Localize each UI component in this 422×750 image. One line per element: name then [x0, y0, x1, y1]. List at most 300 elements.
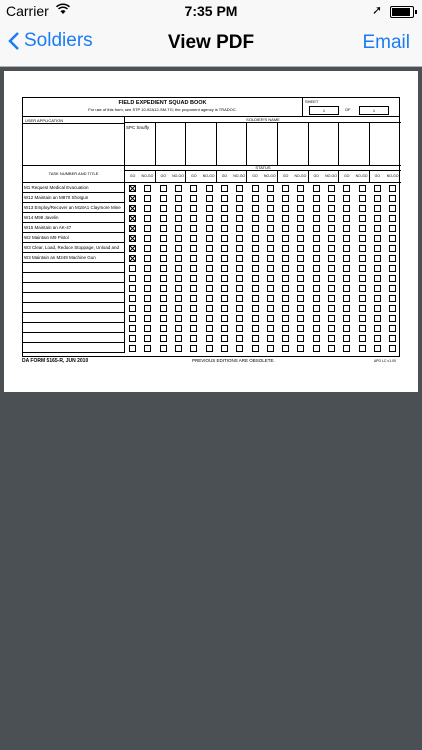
- nogo-checkbox[interactable]: [144, 205, 151, 212]
- nogo-checkbox[interactable]: [206, 295, 213, 302]
- go-checkbox[interactable]: [160, 185, 167, 192]
- go-checkbox[interactable]: [282, 315, 289, 322]
- go-checkbox[interactable]: [343, 285, 350, 292]
- go-checkbox[interactable]: [343, 315, 350, 322]
- go-checkbox[interactable]: [282, 205, 289, 212]
- go-checkbox[interactable]: [160, 325, 167, 332]
- nogo-checkbox[interactable]: [359, 315, 366, 322]
- go-checkbox[interactable]: [343, 215, 350, 222]
- nogo-checkbox[interactable]: [144, 255, 151, 262]
- go-checkbox[interactable]: [221, 205, 228, 212]
- nogo-checkbox[interactable]: [206, 315, 213, 322]
- nogo-checkbox[interactable]: [328, 215, 335, 222]
- go-checkbox[interactable]: [252, 265, 259, 272]
- go-checkbox[interactable]: [190, 205, 197, 212]
- go-checkbox[interactable]: [374, 275, 381, 282]
- nogo-checkbox[interactable]: [206, 335, 213, 342]
- nogo-checkbox[interactable]: [236, 215, 243, 222]
- go-checkbox[interactable]: [374, 335, 381, 342]
- go-checkbox[interactable]: [282, 245, 289, 252]
- nogo-checkbox[interactable]: [267, 215, 274, 222]
- go-checkbox[interactable]: [221, 245, 228, 252]
- nogo-checkbox[interactable]: [267, 205, 274, 212]
- nogo-checkbox[interactable]: [359, 265, 366, 272]
- go-checkbox[interactable]: [190, 265, 197, 272]
- nogo-checkbox[interactable]: [328, 335, 335, 342]
- go-checkbox[interactable]: [160, 205, 167, 212]
- nogo-checkbox[interactable]: [267, 345, 274, 352]
- nogo-checkbox[interactable]: [144, 235, 151, 242]
- nogo-checkbox[interactable]: [206, 185, 213, 192]
- go-checkbox[interactable]: [252, 235, 259, 242]
- nogo-checkbox[interactable]: [236, 225, 243, 232]
- go-checkbox[interactable]: [190, 215, 197, 222]
- go-checkbox[interactable]: [160, 245, 167, 252]
- nogo-checkbox[interactable]: [389, 215, 396, 222]
- go-checkbox[interactable]: [374, 265, 381, 272]
- nogo-checkbox[interactable]: [359, 225, 366, 232]
- go-checkbox[interactable]: [343, 265, 350, 272]
- go-checkbox[interactable]: [190, 285, 197, 292]
- nogo-checkbox[interactable]: [267, 245, 274, 252]
- nogo-checkbox[interactable]: [175, 335, 182, 342]
- nogo-checkbox[interactable]: [297, 185, 304, 192]
- go-checkbox[interactable]: [282, 225, 289, 232]
- nogo-checkbox[interactable]: [206, 235, 213, 242]
- nogo-checkbox[interactable]: [297, 315, 304, 322]
- nogo-checkbox[interactable]: [328, 305, 335, 312]
- nogo-checkbox[interactable]: [267, 185, 274, 192]
- go-checkbox[interactable]: [190, 185, 197, 192]
- nogo-checkbox[interactable]: [328, 185, 335, 192]
- go-checkbox[interactable]: [129, 345, 136, 352]
- go-checkbox[interactable]: [374, 295, 381, 302]
- nogo-checkbox[interactable]: [389, 255, 396, 262]
- go-checkbox[interactable]: [282, 325, 289, 332]
- go-checkbox[interactable]: [160, 225, 167, 232]
- go-checkbox[interactable]: [343, 205, 350, 212]
- nogo-checkbox[interactable]: [328, 195, 335, 202]
- go-checkbox[interactable]: [129, 295, 136, 302]
- go-checkbox[interactable]: [221, 275, 228, 282]
- go-checkbox[interactable]: [129, 335, 136, 342]
- go-checkbox[interactable]: [282, 345, 289, 352]
- go-checkbox[interactable]: [313, 235, 320, 242]
- nogo-checkbox[interactable]: [175, 195, 182, 202]
- nogo-checkbox[interactable]: [206, 205, 213, 212]
- nogo-checkbox[interactable]: [297, 275, 304, 282]
- go-checkbox[interactable]: [343, 345, 350, 352]
- go-checkbox[interactable]: [374, 285, 381, 292]
- go-checkbox[interactable]: [129, 285, 136, 292]
- nogo-checkbox[interactable]: [206, 245, 213, 252]
- go-checkbox[interactable]: [129, 195, 136, 202]
- nogo-checkbox[interactable]: [267, 275, 274, 282]
- go-checkbox[interactable]: [190, 325, 197, 332]
- nogo-checkbox[interactable]: [267, 315, 274, 322]
- go-checkbox[interactable]: [282, 235, 289, 242]
- nogo-checkbox[interactable]: [144, 315, 151, 322]
- nogo-checkbox[interactable]: [236, 275, 243, 282]
- go-checkbox[interactable]: [160, 345, 167, 352]
- go-checkbox[interactable]: [160, 295, 167, 302]
- go-checkbox[interactable]: [190, 345, 197, 352]
- email-button[interactable]: Email: [362, 32, 410, 53]
- nogo-checkbox[interactable]: [297, 305, 304, 312]
- go-checkbox[interactable]: [129, 325, 136, 332]
- nogo-checkbox[interactable]: [236, 245, 243, 252]
- go-checkbox[interactable]: [160, 265, 167, 272]
- nogo-checkbox[interactable]: [389, 315, 396, 322]
- go-checkbox[interactable]: [252, 195, 259, 202]
- nogo-checkbox[interactable]: [175, 345, 182, 352]
- nogo-checkbox[interactable]: [267, 235, 274, 242]
- go-checkbox[interactable]: [221, 335, 228, 342]
- nogo-checkbox[interactable]: [267, 305, 274, 312]
- go-checkbox[interactable]: [221, 345, 228, 352]
- go-checkbox[interactable]: [282, 275, 289, 282]
- nogo-checkbox[interactable]: [175, 225, 182, 232]
- go-checkbox[interactable]: [343, 325, 350, 332]
- nogo-checkbox[interactable]: [359, 205, 366, 212]
- go-checkbox[interactable]: [190, 315, 197, 322]
- nogo-checkbox[interactable]: [144, 245, 151, 252]
- nogo-checkbox[interactable]: [175, 325, 182, 332]
- go-checkbox[interactable]: [221, 225, 228, 232]
- nogo-checkbox[interactable]: [175, 305, 182, 312]
- go-checkbox[interactable]: [190, 305, 197, 312]
- nogo-checkbox[interactable]: [297, 255, 304, 262]
- nogo-checkbox[interactable]: [297, 205, 304, 212]
- go-checkbox[interactable]: [160, 215, 167, 222]
- nogo-checkbox[interactable]: [267, 325, 274, 332]
- go-checkbox[interactable]: [313, 285, 320, 292]
- nogo-checkbox[interactable]: [206, 195, 213, 202]
- nogo-checkbox[interactable]: [389, 205, 396, 212]
- go-checkbox[interactable]: [313, 335, 320, 342]
- go-checkbox[interactable]: [374, 255, 381, 262]
- nogo-checkbox[interactable]: [236, 205, 243, 212]
- nogo-checkbox[interactable]: [236, 295, 243, 302]
- go-checkbox[interactable]: [282, 195, 289, 202]
- nogo-checkbox[interactable]: [144, 185, 151, 192]
- go-checkbox[interactable]: [252, 345, 259, 352]
- nogo-checkbox[interactable]: [206, 215, 213, 222]
- nogo-checkbox[interactable]: [328, 265, 335, 272]
- nogo-checkbox[interactable]: [267, 265, 274, 272]
- nogo-checkbox[interactable]: [175, 185, 182, 192]
- go-checkbox[interactable]: [252, 245, 259, 252]
- go-checkbox[interactable]: [129, 225, 136, 232]
- go-checkbox[interactable]: [313, 305, 320, 312]
- go-checkbox[interactable]: [343, 185, 350, 192]
- nogo-checkbox[interactable]: [328, 285, 335, 292]
- nogo-checkbox[interactable]: [297, 325, 304, 332]
- nogo-checkbox[interactable]: [328, 345, 335, 352]
- nogo-checkbox[interactable]: [236, 255, 243, 262]
- nogo-checkbox[interactable]: [297, 285, 304, 292]
- go-checkbox[interactable]: [374, 215, 381, 222]
- nogo-checkbox[interactable]: [236, 195, 243, 202]
- go-checkbox[interactable]: [221, 185, 228, 192]
- go-checkbox[interactable]: [282, 295, 289, 302]
- go-checkbox[interactable]: [190, 235, 197, 242]
- nogo-checkbox[interactable]: [267, 295, 274, 302]
- go-checkbox[interactable]: [282, 185, 289, 192]
- nogo-checkbox[interactable]: [175, 275, 182, 282]
- go-checkbox[interactable]: [313, 245, 320, 252]
- go-checkbox[interactable]: [129, 275, 136, 282]
- nogo-checkbox[interactable]: [267, 225, 274, 232]
- nogo-checkbox[interactable]: [389, 245, 396, 252]
- go-checkbox[interactable]: [252, 205, 259, 212]
- go-checkbox[interactable]: [160, 315, 167, 322]
- nogo-checkbox[interactable]: [389, 285, 396, 292]
- nogo-checkbox[interactable]: [175, 205, 182, 212]
- nogo-checkbox[interactable]: [328, 315, 335, 322]
- go-checkbox[interactable]: [313, 215, 320, 222]
- nogo-checkbox[interactable]: [175, 245, 182, 252]
- go-checkbox[interactable]: [313, 275, 320, 282]
- go-checkbox[interactable]: [221, 215, 228, 222]
- go-checkbox[interactable]: [374, 315, 381, 322]
- nogo-checkbox[interactable]: [389, 185, 396, 192]
- go-checkbox[interactable]: [374, 345, 381, 352]
- go-checkbox[interactable]: [160, 195, 167, 202]
- nogo-checkbox[interactable]: [236, 345, 243, 352]
- go-checkbox[interactable]: [129, 205, 136, 212]
- go-checkbox[interactable]: [343, 305, 350, 312]
- go-checkbox[interactable]: [282, 305, 289, 312]
- nogo-checkbox[interactable]: [175, 285, 182, 292]
- go-checkbox[interactable]: [343, 295, 350, 302]
- go-checkbox[interactable]: [190, 245, 197, 252]
- nogo-checkbox[interactable]: [175, 315, 182, 322]
- nogo-checkbox[interactable]: [328, 235, 335, 242]
- nogo-checkbox[interactable]: [206, 265, 213, 272]
- go-checkbox[interactable]: [313, 315, 320, 322]
- nogo-checkbox[interactable]: [359, 215, 366, 222]
- go-checkbox[interactable]: [374, 325, 381, 332]
- nogo-checkbox[interactable]: [236, 285, 243, 292]
- nogo-checkbox[interactable]: [144, 275, 151, 282]
- nogo-checkbox[interactable]: [297, 265, 304, 272]
- go-checkbox[interactable]: [190, 295, 197, 302]
- nogo-checkbox[interactable]: [328, 225, 335, 232]
- nogo-checkbox[interactable]: [236, 325, 243, 332]
- go-checkbox[interactable]: [343, 335, 350, 342]
- nogo-checkbox[interactable]: [389, 295, 396, 302]
- nogo-checkbox[interactable]: [206, 285, 213, 292]
- go-checkbox[interactable]: [374, 195, 381, 202]
- go-checkbox[interactable]: [313, 345, 320, 352]
- go-checkbox[interactable]: [160, 275, 167, 282]
- nogo-checkbox[interactable]: [144, 325, 151, 332]
- nogo-checkbox[interactable]: [389, 335, 396, 342]
- go-checkbox[interactable]: [160, 285, 167, 292]
- nogo-checkbox[interactable]: [359, 295, 366, 302]
- go-checkbox[interactable]: [343, 235, 350, 242]
- nogo-checkbox[interactable]: [144, 195, 151, 202]
- go-checkbox[interactable]: [221, 235, 228, 242]
- nogo-checkbox[interactable]: [328, 275, 335, 282]
- go-checkbox[interactable]: [252, 275, 259, 282]
- nogo-checkbox[interactable]: [144, 265, 151, 272]
- nogo-checkbox[interactable]: [236, 235, 243, 242]
- nogo-checkbox[interactable]: [328, 255, 335, 262]
- nogo-checkbox[interactable]: [175, 295, 182, 302]
- nogo-checkbox[interactable]: [359, 275, 366, 282]
- nogo-checkbox[interactable]: [359, 305, 366, 312]
- go-checkbox[interactable]: [252, 305, 259, 312]
- nogo-checkbox[interactable]: [359, 345, 366, 352]
- nogo-checkbox[interactable]: [144, 285, 151, 292]
- nogo-checkbox[interactable]: [267, 255, 274, 262]
- go-checkbox[interactable]: [221, 305, 228, 312]
- go-checkbox[interactable]: [313, 225, 320, 232]
- nogo-checkbox[interactable]: [206, 255, 213, 262]
- nogo-checkbox[interactable]: [389, 305, 396, 312]
- go-checkbox[interactable]: [374, 205, 381, 212]
- nogo-checkbox[interactable]: [236, 185, 243, 192]
- go-checkbox[interactable]: [252, 225, 259, 232]
- nogo-checkbox[interactable]: [297, 215, 304, 222]
- go-checkbox[interactable]: [129, 315, 136, 322]
- go-checkbox[interactable]: [160, 235, 167, 242]
- nogo-checkbox[interactable]: [144, 305, 151, 312]
- go-checkbox[interactable]: [221, 195, 228, 202]
- go-checkbox[interactable]: [129, 245, 136, 252]
- go-checkbox[interactable]: [129, 255, 136, 262]
- go-checkbox[interactable]: [160, 305, 167, 312]
- go-checkbox[interactable]: [343, 275, 350, 282]
- nogo-checkbox[interactable]: [359, 235, 366, 242]
- nogo-checkbox[interactable]: [206, 345, 213, 352]
- go-checkbox[interactable]: [374, 185, 381, 192]
- go-checkbox[interactable]: [252, 215, 259, 222]
- go-checkbox[interactable]: [129, 265, 136, 272]
- go-checkbox[interactable]: [221, 285, 228, 292]
- go-checkbox[interactable]: [252, 295, 259, 302]
- go-checkbox[interactable]: [160, 255, 167, 262]
- go-checkbox[interactable]: [282, 215, 289, 222]
- go-checkbox[interactable]: [282, 335, 289, 342]
- nogo-checkbox[interactable]: [144, 335, 151, 342]
- go-checkbox[interactable]: [160, 335, 167, 342]
- nogo-checkbox[interactable]: [175, 265, 182, 272]
- go-checkbox[interactable]: [343, 195, 350, 202]
- go-checkbox[interactable]: [252, 325, 259, 332]
- go-checkbox[interactable]: [313, 265, 320, 272]
- nogo-checkbox[interactable]: [236, 305, 243, 312]
- nogo-checkbox[interactable]: [175, 235, 182, 242]
- go-checkbox[interactable]: [374, 305, 381, 312]
- go-checkbox[interactable]: [343, 255, 350, 262]
- go-checkbox[interactable]: [129, 215, 136, 222]
- go-checkbox[interactable]: [190, 275, 197, 282]
- nogo-checkbox[interactable]: [297, 225, 304, 232]
- go-checkbox[interactable]: [129, 235, 136, 242]
- nogo-checkbox[interactable]: [236, 265, 243, 272]
- go-checkbox[interactable]: [221, 265, 228, 272]
- nogo-checkbox[interactable]: [206, 325, 213, 332]
- go-checkbox[interactable]: [190, 335, 197, 342]
- go-checkbox[interactable]: [374, 235, 381, 242]
- nogo-checkbox[interactable]: [328, 295, 335, 302]
- nogo-checkbox[interactable]: [389, 195, 396, 202]
- nogo-checkbox[interactable]: [359, 185, 366, 192]
- go-checkbox[interactable]: [252, 315, 259, 322]
- go-checkbox[interactable]: [374, 245, 381, 252]
- go-checkbox[interactable]: [129, 305, 136, 312]
- nogo-checkbox[interactable]: [297, 345, 304, 352]
- nogo-checkbox[interactable]: [389, 235, 396, 242]
- go-checkbox[interactable]: [129, 185, 136, 192]
- go-checkbox[interactable]: [190, 195, 197, 202]
- nogo-checkbox[interactable]: [359, 285, 366, 292]
- nogo-checkbox[interactable]: [267, 285, 274, 292]
- nogo-checkbox[interactable]: [359, 335, 366, 342]
- nogo-checkbox[interactable]: [206, 275, 213, 282]
- nogo-checkbox[interactable]: [267, 195, 274, 202]
- go-checkbox[interactable]: [252, 255, 259, 262]
- pdf-viewer[interactable]: [0, 67, 422, 750]
- nogo-checkbox[interactable]: [236, 335, 243, 342]
- nogo-checkbox[interactable]: [359, 255, 366, 262]
- nogo-checkbox[interactable]: [144, 295, 151, 302]
- nogo-checkbox[interactable]: [389, 325, 396, 332]
- go-checkbox[interactable]: [313, 195, 320, 202]
- nogo-checkbox[interactable]: [297, 235, 304, 242]
- go-checkbox[interactable]: [252, 335, 259, 342]
- nogo-checkbox[interactable]: [328, 325, 335, 332]
- nogo-checkbox[interactable]: [144, 225, 151, 232]
- go-checkbox[interactable]: [343, 225, 350, 232]
- nogo-checkbox[interactable]: [297, 245, 304, 252]
- nogo-checkbox[interactable]: [175, 215, 182, 222]
- go-checkbox[interactable]: [313, 325, 320, 332]
- nogo-checkbox[interactable]: [389, 265, 396, 272]
- nogo-checkbox[interactable]: [328, 245, 335, 252]
- nogo-checkbox[interactable]: [359, 195, 366, 202]
- nogo-checkbox[interactable]: [328, 205, 335, 212]
- nogo-checkbox[interactable]: [297, 295, 304, 302]
- nogo-checkbox[interactable]: [236, 315, 243, 322]
- go-checkbox[interactable]: [221, 255, 228, 262]
- nogo-checkbox[interactable]: [359, 245, 366, 252]
- go-checkbox[interactable]: [221, 295, 228, 302]
- nogo-checkbox[interactable]: [206, 305, 213, 312]
- go-checkbox[interactable]: [282, 285, 289, 292]
- go-checkbox[interactable]: [313, 185, 320, 192]
- go-checkbox[interactable]: [313, 205, 320, 212]
- nogo-checkbox[interactable]: [389, 275, 396, 282]
- nogo-checkbox[interactable]: [359, 325, 366, 332]
- nogo-checkbox[interactable]: [267, 335, 274, 342]
- go-checkbox[interactable]: [221, 315, 228, 322]
- go-checkbox[interactable]: [252, 185, 259, 192]
- go-checkbox[interactable]: [374, 225, 381, 232]
- go-checkbox[interactable]: [190, 225, 197, 232]
- nogo-checkbox[interactable]: [144, 345, 151, 352]
- nogo-checkbox[interactable]: [297, 335, 304, 342]
- nogo-checkbox[interactable]: [144, 215, 151, 222]
- go-checkbox[interactable]: [252, 285, 259, 292]
- go-checkbox[interactable]: [313, 295, 320, 302]
- go-checkbox[interactable]: [282, 265, 289, 272]
- go-checkbox[interactable]: [221, 325, 228, 332]
- nogo-checkbox[interactable]: [175, 255, 182, 262]
